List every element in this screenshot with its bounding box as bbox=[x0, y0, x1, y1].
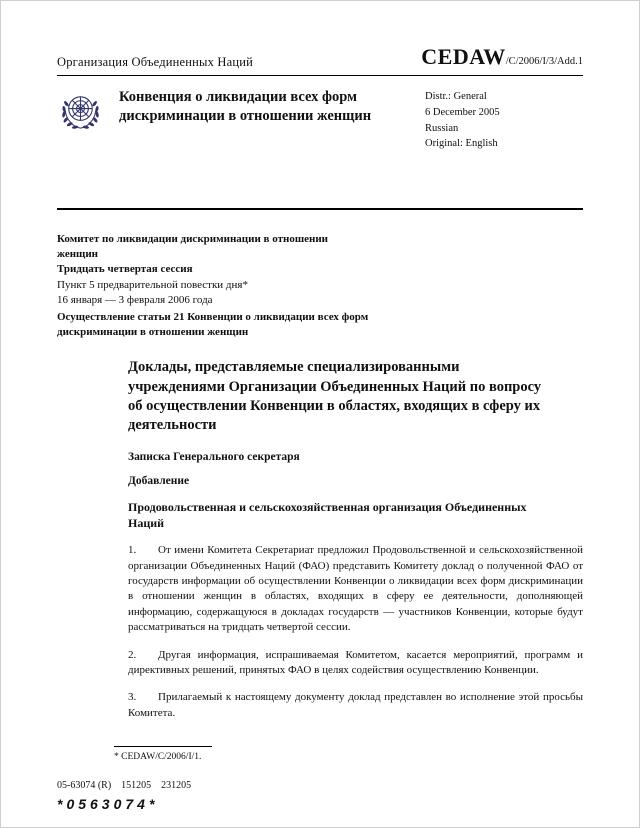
footnote bbox=[114, 746, 212, 762]
paragraph-3-text: Прилагаемый к настоящему документу доклад представлен во исполнение этой просьбы Комитета. bbox=[128, 691, 583, 719]
distribution-block bbox=[425, 86, 583, 208]
agenda-item-title: Осуществление статьи 21 Конвенции о ликвидации всех форм дискриминации в отношении женщин bbox=[57, 310, 369, 339]
paragraph-2-text: Другая информация, испрашиваемая Комитетом, касается мероприятий, программ и директивных решений, принятых ФАО в целях содействия осуществлению Конвенции. bbox=[128, 648, 583, 676]
agenda-item: Пункт 5 предварительной повестки дня* bbox=[57, 278, 248, 291]
masthead-spacer bbox=[391, 86, 425, 208]
org-name: Организация Объединенных Наций bbox=[57, 55, 254, 69]
paragraph-1 bbox=[128, 543, 583, 635]
distr-date: 6 December 2005 bbox=[425, 106, 500, 118]
un-emblem-icon bbox=[57, 86, 119, 208]
document-subtitle: Записка Генерального секретаря bbox=[128, 450, 300, 463]
session-block bbox=[57, 232, 583, 340]
masthead bbox=[57, 86, 583, 208]
footnote-rule bbox=[114, 746, 212, 747]
masthead-rule bbox=[57, 208, 583, 210]
committee-name: Комитет по ликвидации дискриминации в отношении женщин bbox=[57, 233, 329, 261]
session-dates: 16 января — 3 февраля 2006 года bbox=[57, 293, 213, 306]
document-title: Доклады, представляемые специализированными учреждениями Организации Объединенных Наций по вопросу об осуществлении Конвенции в областях, входящих в сферу их деятельности bbox=[128, 359, 542, 434]
document-header bbox=[57, 44, 583, 70]
distr-type: Distr.: General bbox=[425, 91, 487, 102]
page-footer bbox=[57, 780, 191, 812]
header-rule bbox=[57, 75, 583, 76]
convention-title: Конвенция о ликвидации всех форм дискриминации в отношении женщин bbox=[119, 89, 372, 125]
paragraph-3-number: 3. bbox=[128, 691, 137, 704]
document-body bbox=[57, 358, 583, 721]
job-number: 05-63074 (R) 151205 231205 bbox=[57, 780, 192, 791]
paragraph-2-number: 2. bbox=[128, 648, 137, 661]
session-name: Тридцать четвертая сессия bbox=[57, 263, 193, 276]
document-symbol-suffix: /C/2006/I/3/Add.1 bbox=[505, 56, 583, 67]
footnote-text: * CEDAW/C/2006/I/1. bbox=[114, 752, 202, 762]
document-symbol bbox=[421, 44, 583, 70]
paragraph-2 bbox=[128, 648, 583, 679]
paragraph-1-text: От имени Комитета Секретариат предложил Продовольственной и сельскохозяйственной организации Объединенных Наций (ФАО) представить Комитету доклад о полученной ФАО от государств информации об осуществлении Конвенции о ликвидации всех форм дискриминации в отношении женщин в областях, входящих в сферу ее деятельности, дополняющей информацию, содержащуюся в докладах государств — участников Конвенции, которые будут рассматриваться на тридцать четвертой сессии. bbox=[128, 544, 583, 634]
distr-language: Russian bbox=[425, 122, 459, 134]
document-symbol-main: CEDAW bbox=[421, 44, 506, 69]
paragraph-1-number: 1. bbox=[128, 544, 137, 557]
distr-original: Original: English bbox=[425, 138, 498, 150]
paragraph-3 bbox=[128, 690, 583, 721]
organization-heading: Продовольственная и сельскохозяйственная организация Объединенных Наций bbox=[128, 499, 527, 531]
addendum-label: Добавление bbox=[128, 474, 190, 487]
barcode-text: *0563074* bbox=[57, 796, 159, 812]
